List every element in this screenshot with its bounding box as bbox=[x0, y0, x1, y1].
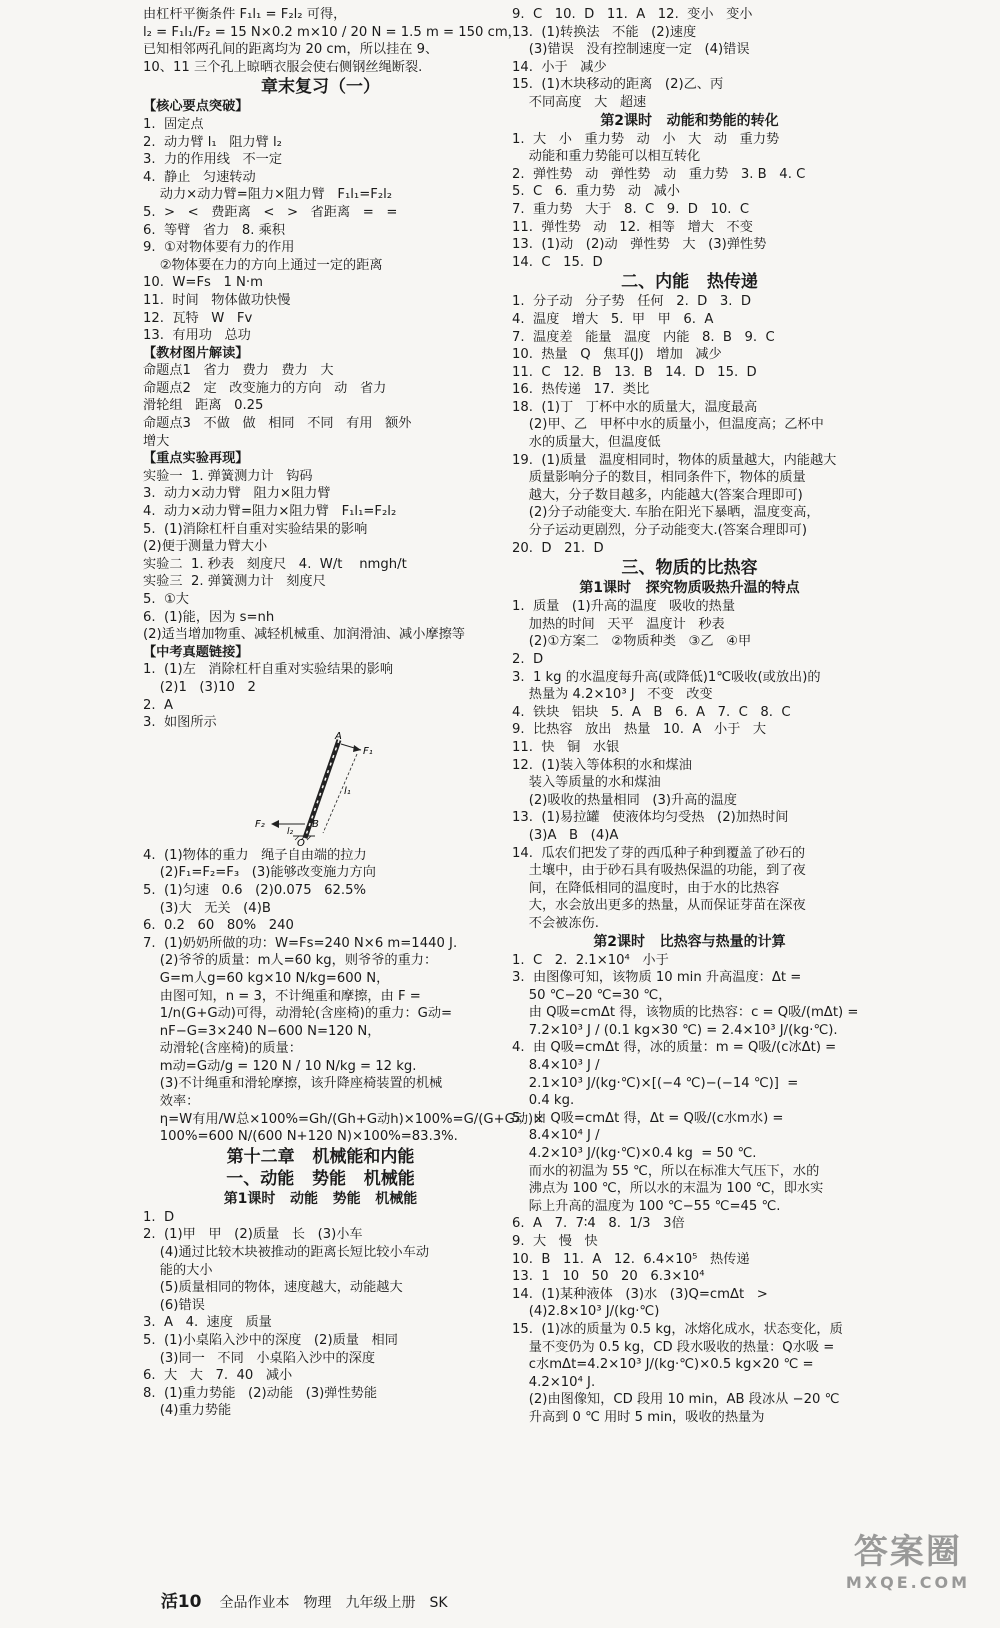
answer-line: 大，水会放出更多的热量，从而保证芽苗在深夜 bbox=[512, 898, 806, 914]
answer-line: 分子运动更剧烈，分子动能变大.(答案合理即可) bbox=[512, 523, 807, 539]
section3-title: 三、物质的比热容 bbox=[621, 558, 758, 579]
answer-line: (2)适当增加物重、减轻机械重、加润滑油、减小摩擦等 bbox=[143, 627, 465, 643]
answer-line: 13. (1)易拉罐 使液体均匀受热 (2)加热时间 bbox=[512, 810, 789, 826]
answer-line: (3)同一 不同 小桌陷入沙中的深度 bbox=[143, 1350, 376, 1366]
answer-line: 动能和重力势能可以相互转化 bbox=[512, 149, 701, 165]
answer-line: (4)重力势能 bbox=[143, 1403, 232, 1419]
answer-line: 2. D bbox=[512, 652, 544, 667]
answer-line: 效率： bbox=[143, 1094, 200, 1110]
answer-line: 水的质量大，但温度低 bbox=[512, 435, 661, 451]
answer-line: 10、11 三个孔上晾晒衣服会使右侧钢丝绳断裂. bbox=[143, 59, 423, 75]
answer-line: 10. B 11. A 12. 6.4×10⁵ 热传递 bbox=[512, 1251, 750, 1267]
right-column bbox=[512, 6, 867, 1427]
answer-line: 6. (1)能，因为 s=nh bbox=[143, 609, 275, 625]
answer-line: ②物体要在力的方向上通过一定的距离 bbox=[143, 257, 383, 273]
label-b: B bbox=[312, 818, 319, 830]
answer-line: 6. 等臂 省力 8. 乘积 bbox=[143, 222, 286, 238]
answer-line: 间，在降低相同的温度时，由于水的比热容 bbox=[512, 880, 780, 896]
answer-line: 16. 热传递 17. 类比 bbox=[512, 382, 650, 398]
answer-line: 不同高度 大 超速 bbox=[512, 94, 647, 110]
answer-line: 7. 温度差 能量 温度 内能 8. B 9. C bbox=[512, 329, 775, 345]
answer-line: 3. 如图所示 bbox=[143, 715, 217, 731]
answer-line: 实验一 1. 弹簧测力计 钩码 bbox=[143, 468, 313, 484]
answer-line: m动=G动/g = 120 N / 10 N/kg = 12 kg. bbox=[143, 1058, 417, 1074]
answer-line: 7. (1)奶奶所做的功：W=Fs=240 N×6 m=1440 J. bbox=[143, 935, 458, 951]
answer-line: 6. 大 大 7. 40 减小 bbox=[143, 1368, 293, 1384]
answer-line: 沸点为 100 ℃，所以水的末温为 100 ℃，即水实 bbox=[512, 1181, 824, 1197]
answer-line: 5. 由 Q吸=cmΔt 得，Δt = Q吸/(c水m水) = bbox=[512, 1110, 784, 1126]
answer-line: 4. (1)物体的重力 绳子自由端的拉力 bbox=[143, 847, 367, 863]
answer-line: nF−G=3×240 N−600 N=120 N， bbox=[143, 1023, 381, 1039]
answer-line: 5. > < 费距离 < > 省距离 = = bbox=[143, 204, 398, 220]
answer-line: 12. (1)装入等体积的水和煤油 bbox=[512, 757, 692, 773]
answer-line: (2)①方案二 ②物质种类 ③乙 ④甲 bbox=[512, 634, 752, 650]
answer-line: 1. C 2. 2.1×10⁴ 小于 bbox=[512, 952, 669, 968]
answer-line: 命题点1 省力 费力 费力 大 bbox=[143, 363, 334, 379]
answer-line: 4. 温度 增大 5. 甲 甲 6. A bbox=[512, 311, 714, 327]
lever-figure bbox=[143, 732, 498, 847]
answer-line: 8. (1)重力势能 (2)动能 (3)弹性势能 bbox=[143, 1385, 378, 1401]
answer-line: 13. (1)转换法 不能 (2)速度 bbox=[512, 24, 697, 40]
section-heading: 【核心要点突破】 bbox=[143, 99, 249, 115]
answer-line: 土壤中，由于砂石具有吸热保温的功能，到了夜 bbox=[512, 863, 806, 879]
answer-line: 滑轮组 距离 0.25 bbox=[143, 398, 264, 414]
answer-line: 2. A bbox=[143, 697, 173, 713]
answer-line: (6)错误 bbox=[143, 1297, 205, 1313]
answer-line: c水mΔt=4.2×10³ J/(kg·℃)×0.5 kg×20 ℃ = bbox=[512, 1357, 814, 1373]
answer-line: (3)不计绳重和滑轮摩擦，该升降座椅装置的机械 bbox=[143, 1076, 443, 1092]
answer-line: (2)便于测量力臂大小 bbox=[143, 539, 268, 555]
section2-title: 二、内能 热传递 bbox=[621, 272, 758, 293]
answer-line: 14. 小于 减少 bbox=[512, 59, 607, 75]
answer-line: 14. C 15. D bbox=[512, 254, 603, 270]
answer-line: 量不变仍为 0.5 kg，CD 段水吸收的热量：Q水吸 = bbox=[512, 1339, 835, 1355]
answer-line: 动力×动力臂=阻力×阻力臂 F₁l₁=F₂l₂ bbox=[143, 187, 393, 203]
watermark-url: MXQE.COM bbox=[845, 1573, 970, 1592]
answer-line: 增大 bbox=[143, 433, 170, 449]
lever-diagram bbox=[253, 732, 413, 847]
answer-line: 实验三 2. 弹簧测力计 刻度尺 bbox=[143, 574, 326, 590]
answer-line: 1. 固定点 bbox=[143, 116, 204, 132]
answer-line: 动滑轮(含座椅)的质量： bbox=[143, 1041, 302, 1057]
answer-line: 3. A 4. 速度 质量 bbox=[143, 1315, 272, 1331]
answer-line: 5. (1)消除杠杆自重对实验结果的影响 bbox=[143, 521, 368, 537]
answer-line: 8.4×10³ J / bbox=[512, 1058, 600, 1074]
answer-line: 1. (1)左 消除杠杆自重对实验结果的影响 bbox=[143, 662, 394, 678]
answer-line: 由杠杆平衡条件 F₁l₁ = F₂l₂ 可得， bbox=[143, 7, 347, 22]
lever-rod bbox=[305, 740, 339, 838]
answer-line: 11. 时间 物体做功快慢 bbox=[143, 292, 291, 308]
answer-line: 质量影响分子的数目，相同条件下，物体的质量 bbox=[512, 470, 806, 486]
answer-line: (2)1 (3)10 2 bbox=[143, 679, 256, 695]
answer-line: 2. 动力臂 l₁ 阻力臂 l₂ bbox=[143, 134, 282, 150]
label-a: A bbox=[335, 730, 342, 742]
answer-line: 命题点3 不做 做 相同 不同 有用 额外 bbox=[143, 416, 412, 432]
answer-line: 19. (1)质量 温度相同时，物体的质量越大，内能越大 bbox=[512, 452, 837, 468]
label-l2: l₂ bbox=[287, 826, 294, 837]
answer-line: 热量为 4.2×10³ J 不变 改变 bbox=[512, 687, 713, 703]
answer-line: 2.1×10³ J/(kg·℃)×[(−4 ℃)−(−14 ℃)] = bbox=[512, 1075, 799, 1091]
answer-line: 7. 重力势 大于 8. C 9. D 10. C bbox=[512, 201, 750, 217]
answer-line: 装入等质量的水和煤油 bbox=[512, 775, 661, 791]
answer-line: 10. 热量 Q 焦耳(J) 增加 减少 bbox=[512, 347, 722, 363]
label-l1: l₁ bbox=[344, 785, 351, 797]
answer-line: 100%=600 N/(600 N+120 N)×100%=83.3%. bbox=[143, 1129, 458, 1145]
answer-line: 4.2×10⁴ J. bbox=[512, 1374, 596, 1390]
answer-line: 2. (1)甲 甲 (2)质量 长 (3)小车 bbox=[143, 1227, 363, 1243]
label-o: O bbox=[297, 837, 305, 849]
answer-line: 不会被冻伤. bbox=[512, 915, 599, 931]
answer-line: 14. (1)某种液体 (3)水 (3)Q=cmΔt > bbox=[512, 1286, 768, 1302]
label-f2: F₂ bbox=[255, 818, 265, 830]
answer-line: 已知相邻两孔间的距离均为 20 cm，所以挂在 9、 bbox=[143, 42, 439, 58]
answer-line: 1/n(G+G动)可得，动滑轮(含座椅)的重力：G动= bbox=[143, 1006, 453, 1022]
lesson2-title: 第2课时 动能和势能的转化 bbox=[600, 112, 779, 129]
answer-line: 50 ℃−20 ℃=30 ℃， bbox=[512, 987, 672, 1003]
answer-line: 20. D 21. D bbox=[512, 540, 604, 556]
answer-line: 由图可知，n = 3，不计绳重和摩擦，由 F = bbox=[143, 988, 421, 1004]
answer-line: l₂ = F₁l₁/F₂ = 15 N×0.2 m×10 / 20 N = 1.5 m = 150 cm， bbox=[143, 24, 521, 40]
s3-lesson2-title: 第2课时 比热容与热量的计算 bbox=[593, 933, 786, 950]
answer-line: 0.4 kg. bbox=[512, 1093, 575, 1109]
grade: 九年级上册 bbox=[345, 1595, 416, 1611]
page-footer bbox=[143, 1571, 462, 1628]
subject: 物理 bbox=[303, 1595, 332, 1611]
answer-line: 5. C 6. 重力势 动 减小 bbox=[512, 184, 680, 200]
answer-line: (2)F₁=F₂=F₃ (3)能够改变施力方向 bbox=[143, 865, 376, 881]
answer-line: 3. 力的作用线 不一定 bbox=[143, 152, 283, 168]
edition: SK bbox=[429, 1595, 448, 1611]
answer-line: 2. 弹性势 动 弹性势 动 重力势 3. B 4. C bbox=[512, 166, 806, 182]
answer-line: (3)大 无关 (4)B bbox=[143, 900, 271, 916]
answer-line: (2)分子动能变大. 车胎在阳光下暴晒，温度变高， bbox=[512, 505, 820, 521]
answer-line: 1. D bbox=[143, 1209, 175, 1225]
answer-line: 9. ①对物体要有力的作用 bbox=[143, 240, 295, 256]
section-title: 一、动能 势能 机械能 bbox=[226, 1168, 415, 1189]
answer-line: 升高到 0 ℃ 用时 5 min，吸收的热量为 bbox=[512, 1409, 765, 1425]
answer-line: (2)甲、乙 甲杯中水的质量小，但温度高；乙杯中 bbox=[512, 417, 824, 433]
answer-line: 8.4×10⁴ J / bbox=[512, 1128, 600, 1144]
label-f1: F₁ bbox=[363, 745, 373, 757]
answer-line: 3. 由图像可知，该物质 10 min 升高温度：Δt = bbox=[512, 970, 802, 986]
answer-line: 9. 比热容 放出 热量 10. A 小于 大 bbox=[512, 722, 767, 738]
lesson-title: 第1课时 动能 势能 机械能 bbox=[223, 1190, 418, 1207]
watermark-logo bbox=[846, 1524, 970, 1592]
answer-line: 5. (1)匀速 0.6 (2)0.075 62.5% bbox=[143, 882, 367, 898]
answer-line: 4. 由 Q吸=cmΔt 得，冰的质量：m = Q吸/(c冰Δt) = bbox=[512, 1040, 837, 1056]
answer-line: 加热的时间 天平 温度计 秒表 bbox=[512, 616, 725, 632]
section-heading: 【中考真题链接】 bbox=[143, 644, 249, 660]
answer-line: 9. C 10. D 11. A 12. 变小 变小 bbox=[512, 7, 753, 22]
answer-line: 12. 瓦特 W Fv bbox=[143, 310, 253, 326]
answer-line: 1. 分子动 分子势 任何 2. D 3. D bbox=[512, 294, 752, 310]
answer-line: (2)吸收的热量相同 (3)升高的温度 bbox=[512, 792, 737, 808]
answer-line: 14. 瓜农们把发了芽的西瓜种子种到覆盖了砂石的 bbox=[512, 845, 806, 861]
answer-line: (3)错误 没有控制速度一定 (4)错误 bbox=[512, 42, 750, 58]
answer-line: 5. ①大 bbox=[143, 592, 189, 607]
answer-line: G=m人g=60 kg×10 N/kg=600 N， bbox=[143, 970, 390, 986]
chapter-title: 第十二章 机械能和内能 bbox=[226, 1146, 415, 1167]
answer-line: 9. 大 慢 快 bbox=[512, 1234, 598, 1249]
answer-line: 11. 快 铜 水银 bbox=[512, 739, 620, 755]
answer-line: 1. 大 小 重力势 动 小 大 动 重力势 bbox=[512, 131, 780, 147]
answer-line: 13. 1 10 50 20 6.3×10⁴ bbox=[512, 1269, 705, 1285]
page-number: 活10 bbox=[160, 1592, 202, 1612]
answer-line: 3. 动力×动力臂 阻力×阻力臂 bbox=[143, 486, 331, 502]
answer-line: 3. 1 kg 的水温度每升高(或降低)1℃吸收(或放出)的 bbox=[512, 669, 821, 685]
book-name: 全品作业本 bbox=[219, 1595, 290, 1611]
answer-line: 能的大小 bbox=[143, 1262, 213, 1278]
answer-line: 命题点2 定 改变施力的方向 动 省力 bbox=[143, 380, 387, 396]
answer-line: 4.2×10³ J/(kg·℃)×0.4 kg = 50 ℃. bbox=[512, 1146, 757, 1162]
answer-line: 15. (1)冰的质量为 0.5 kg，冰熔化成水，状态变化，质 bbox=[512, 1321, 843, 1337]
section-heading: 【教材图片解读】 bbox=[143, 345, 249, 361]
answer-line: η=W有用/W总×100%=Gh/(Gh+G动h)×100%=G/(G+G动)× bbox=[143, 1111, 545, 1127]
answer-line: 11. C 12. B 13. B 14. D 15. D bbox=[512, 364, 757, 380]
answer-line: 4. 静止 匀速转动 bbox=[143, 169, 256, 185]
answer-line: 13. (1)动 (2)动 弹性势 大 (3)弹性势 bbox=[512, 237, 767, 253]
answer-line: 5. (1)小桌陷入沙中的深度 (2)质量 相同 bbox=[143, 1333, 398, 1348]
answer-line: 际上升高的温度为 100 ℃−55 ℃=45 ℃. bbox=[512, 1198, 781, 1214]
answer-line: 6. 0.2 60 80% 240 bbox=[143, 918, 294, 934]
answer-line: 10. W=Fs 1 N·m bbox=[143, 275, 263, 291]
answer-line: 18. (1)丁 丁杯中水的质量大，温度最高 bbox=[512, 399, 758, 415]
answer-line: 13. 有用功 总功 bbox=[143, 328, 251, 344]
s3-lesson1-title: 第1课时 探究物质吸热升温的特点 bbox=[579, 580, 800, 597]
answer-line: 11. 弹性势 动 12. 相等 增大 不变 bbox=[512, 219, 753, 235]
answer-line: (3)A B (4)A bbox=[512, 827, 619, 843]
answer-line: 7.2×10³ J / (0.1 kg×30 ℃) = 2.4×10³ J/(kg·℃). bbox=[512, 1022, 838, 1038]
answer-line: 而水的初温为 55 ℃，所以在标准大气压下，水的 bbox=[512, 1163, 820, 1179]
review-title: 章末复习（一） bbox=[261, 77, 380, 98]
answer-line: 4. 动力×动力臂=阻力×阻力臂 F₁l₁=F₂l₂ bbox=[143, 504, 397, 520]
answer-line: (4)通过比较木块被推动的距离长短比较小车动 bbox=[143, 1245, 430, 1261]
answer-line: (2)爷爷的质量：m人=60 kg，则爷爷的重力： bbox=[143, 953, 438, 969]
answer-line: 由 Q吸=cmΔt 得，该物质的比热容：c = Q吸/(mΔt) = bbox=[512, 1005, 859, 1021]
watermark-text: 答案圈 bbox=[853, 1532, 962, 1572]
answer-line: 1. 质量 (1)升高的温度 吸收的热量 bbox=[512, 599, 736, 615]
section-heading: 【重点实验再现】 bbox=[143, 451, 249, 467]
answer-line: 6. A 7. 7∶4 8. 1/3 3倍 bbox=[512, 1216, 685, 1232]
answer-line: 实验二 1. 秒表 刻度尺 4. W/t nmgh/t bbox=[143, 556, 407, 572]
answer-line: 越大，分子数目越多，内能越大(答案合理即可) bbox=[512, 487, 803, 503]
answer-line: (5)质量相同的物体，速度越大，动能越大 bbox=[143, 1280, 403, 1296]
answer-line: (4)2.8×10³ J/(kg·℃) bbox=[512, 1304, 660, 1320]
answer-line: (2)由图像知，CD 段用 10 min，AB 段冰从 −20 ℃ bbox=[512, 1392, 840, 1408]
answer-line: 4. 铁块 铝块 5. A B 6. A 7. C 8. C bbox=[512, 704, 791, 720]
answer-line: 15. (1)木块移动的距离 (2)乙、丙 bbox=[512, 77, 724, 93]
force-f1-arrow bbox=[341, 744, 361, 752]
